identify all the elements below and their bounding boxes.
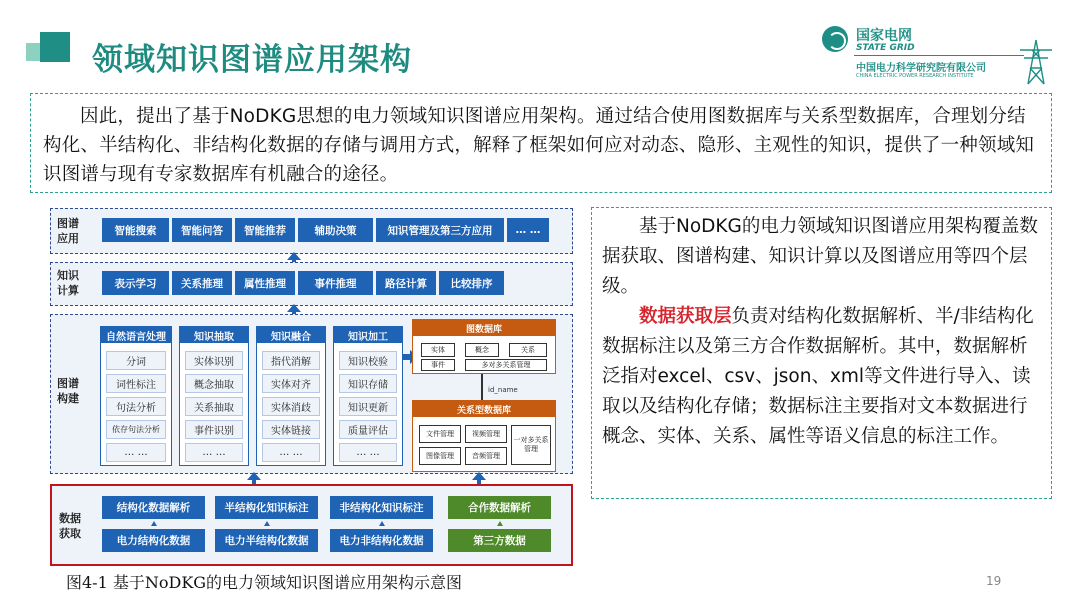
acq-source: 电力非结构化数据 — [330, 529, 433, 552]
app-item: 知识管理及第三方应用 — [376, 218, 504, 242]
column-item: 质量评估 — [339, 420, 397, 439]
column-item: … … — [185, 443, 243, 462]
column-item: … … — [106, 443, 166, 462]
db-cell: 事件 — [421, 359, 455, 371]
db-connector-line — [481, 374, 483, 400]
column-item: 实体识别 — [185, 351, 243, 370]
column-item: 概念抽取 — [185, 374, 243, 393]
app-item: 辅助决策 — [298, 218, 373, 242]
layer-label-application: 图谱 应用 — [57, 217, 79, 245]
globe-icon — [822, 26, 848, 52]
column-item: 实体消歧 — [262, 397, 320, 416]
acq-item: 结构化数据解析 — [102, 496, 205, 519]
logo-divider — [854, 55, 1024, 56]
up-arrow-icon — [287, 304, 301, 312]
power-tower-icon — [1016, 38, 1056, 86]
db-cell: 一对多关系管理 — [511, 425, 551, 465]
acq-item: 非结构化知识标注 — [330, 496, 433, 519]
acq-source: 第三方数据 — [448, 529, 551, 552]
column-item: 关系抽取 — [185, 397, 243, 416]
column-head: 自然语言处理 — [101, 327, 171, 343]
build-column-processing — [333, 326, 403, 466]
layer-label-acquisition: 数据 获取 — [59, 512, 81, 540]
column-item: 实体对齐 — [262, 374, 320, 393]
relational-database — [412, 400, 556, 472]
figure-caption: 图4-1 基于NoDKG的电力领域知识图谱应用架构示意图 — [66, 573, 463, 592]
id-name-label: id_name — [488, 386, 518, 394]
up-arrow-icon — [287, 252, 301, 260]
layer-label-computation: 知识 计算 — [57, 269, 79, 297]
side-paragraph-2 — [602, 302, 1041, 452]
build-column-extraction — [179, 326, 249, 466]
column-item: 知识存储 — [339, 374, 397, 393]
column-item: 实体链接 — [262, 420, 320, 439]
column-item: 词性标注 — [106, 374, 166, 393]
logo-institute: 中国电力科学研究院有限公司 — [856, 63, 986, 74]
db-cell: 文件管理 — [419, 425, 461, 443]
acq-item: 合作数据解析 — [448, 496, 551, 519]
db-cell: 关系 — [509, 343, 547, 357]
column-item: 依存句法分析 — [106, 420, 166, 439]
up-arrow-icon — [472, 472, 486, 480]
db-head: 关系型数据库 — [413, 401, 555, 417]
logo-institute-en: CHINA ELECTRIC POWER RESEARCH INSTITUTE — [856, 73, 974, 79]
db-cell: 音频管理 — [465, 447, 507, 465]
graph-database — [412, 319, 556, 374]
compute-item: 表示学习 — [102, 271, 169, 295]
db-cell: 图像管理 — [419, 447, 461, 465]
logo-name-en: STATE GRID — [856, 43, 915, 53]
column-item: 指代消解 — [262, 351, 320, 370]
acq-source: 电力半结构化数据 — [215, 529, 318, 552]
logo-name-cn: 国家电网 — [856, 28, 912, 44]
side-text-box — [591, 207, 1052, 499]
compute-item: 事件推理 — [298, 271, 373, 295]
db-cell: 多对多关系管理 — [465, 359, 547, 371]
db-head: 图数据库 — [413, 320, 555, 336]
small-up-arrow-icon — [151, 521, 157, 526]
app-item: … … — [507, 218, 549, 242]
up-arrow-icon — [247, 472, 261, 480]
build-column-nlp — [100, 326, 172, 466]
highlight-term: 数据获取层 — [639, 306, 732, 327]
column-item: 分词 — [106, 351, 166, 370]
app-item: 智能搜索 — [102, 218, 169, 242]
acq-source: 电力结构化数据 — [102, 529, 205, 552]
column-head: 知识加工 — [334, 327, 402, 343]
compute-item: 属性推理 — [235, 271, 295, 295]
app-item: 智能问答 — [172, 218, 232, 242]
page-title: 领域知识图谱应用架构 — [92, 42, 412, 78]
architecture-diagram — [50, 208, 573, 566]
column-item: … … — [339, 443, 397, 462]
side-paragraph-1: 基于NoDKG的电力领域知识图谱应用架构覆盖数据获取、图谱构建、知识计算以及图谱应用等四个层级。 — [602, 216, 1038, 297]
small-up-arrow-icon — [379, 521, 385, 526]
column-head: 知识抽取 — [180, 327, 248, 343]
column-head: 知识融合 — [257, 327, 325, 343]
title-decoration-dark — [40, 32, 70, 62]
compute-item: 路径计算 — [376, 271, 436, 295]
column-item: 句法分析 — [106, 397, 166, 416]
side-paragraph-2-text: 负责对结构化数据解析、半/非结构化数据标注以及第三方合作数据解析。其中，数据解析泛指对excel、csv、json、xml等文件进行导入、读取以及结构化存储；数据标注主要指对文本数据进行概念、实体、关系、属性等语义信息的标注工作。 — [602, 306, 1034, 447]
small-up-arrow-icon — [264, 521, 270, 526]
db-cell: 实体 — [421, 343, 455, 357]
db-cell: 视频管理 — [465, 425, 507, 443]
small-up-arrow-icon — [497, 521, 503, 526]
acq-item: 半结构化知识标注 — [215, 496, 318, 519]
page-number: 19 — [986, 574, 1002, 588]
column-item: 知识校验 — [339, 351, 397, 370]
compute-item: 比较排序 — [439, 271, 504, 295]
compute-item: 关系推理 — [172, 271, 232, 295]
build-column-fusion — [256, 326, 326, 466]
column-item: … … — [262, 443, 320, 462]
layer-label-construction: 图谱 构建 — [57, 377, 79, 405]
intro-text-box: 因此，提出了基于NoDKG思想的电力领域知识图谱应用架构。通过结合使用图数据库与关系型数据库，合理划分结构化、半结构化、非结构化数据的存储与调用方式，解释了框架如何应对动态、隐形、主观性的知识，提供了一种领域知识图谱与现有专家数据库有机融合的途径。 — [30, 93, 1052, 193]
column-item: 知识更新 — [339, 397, 397, 416]
column-item: 事件识别 — [185, 420, 243, 439]
app-item: 智能推荐 — [235, 218, 295, 242]
db-cell: 概念 — [465, 343, 499, 357]
